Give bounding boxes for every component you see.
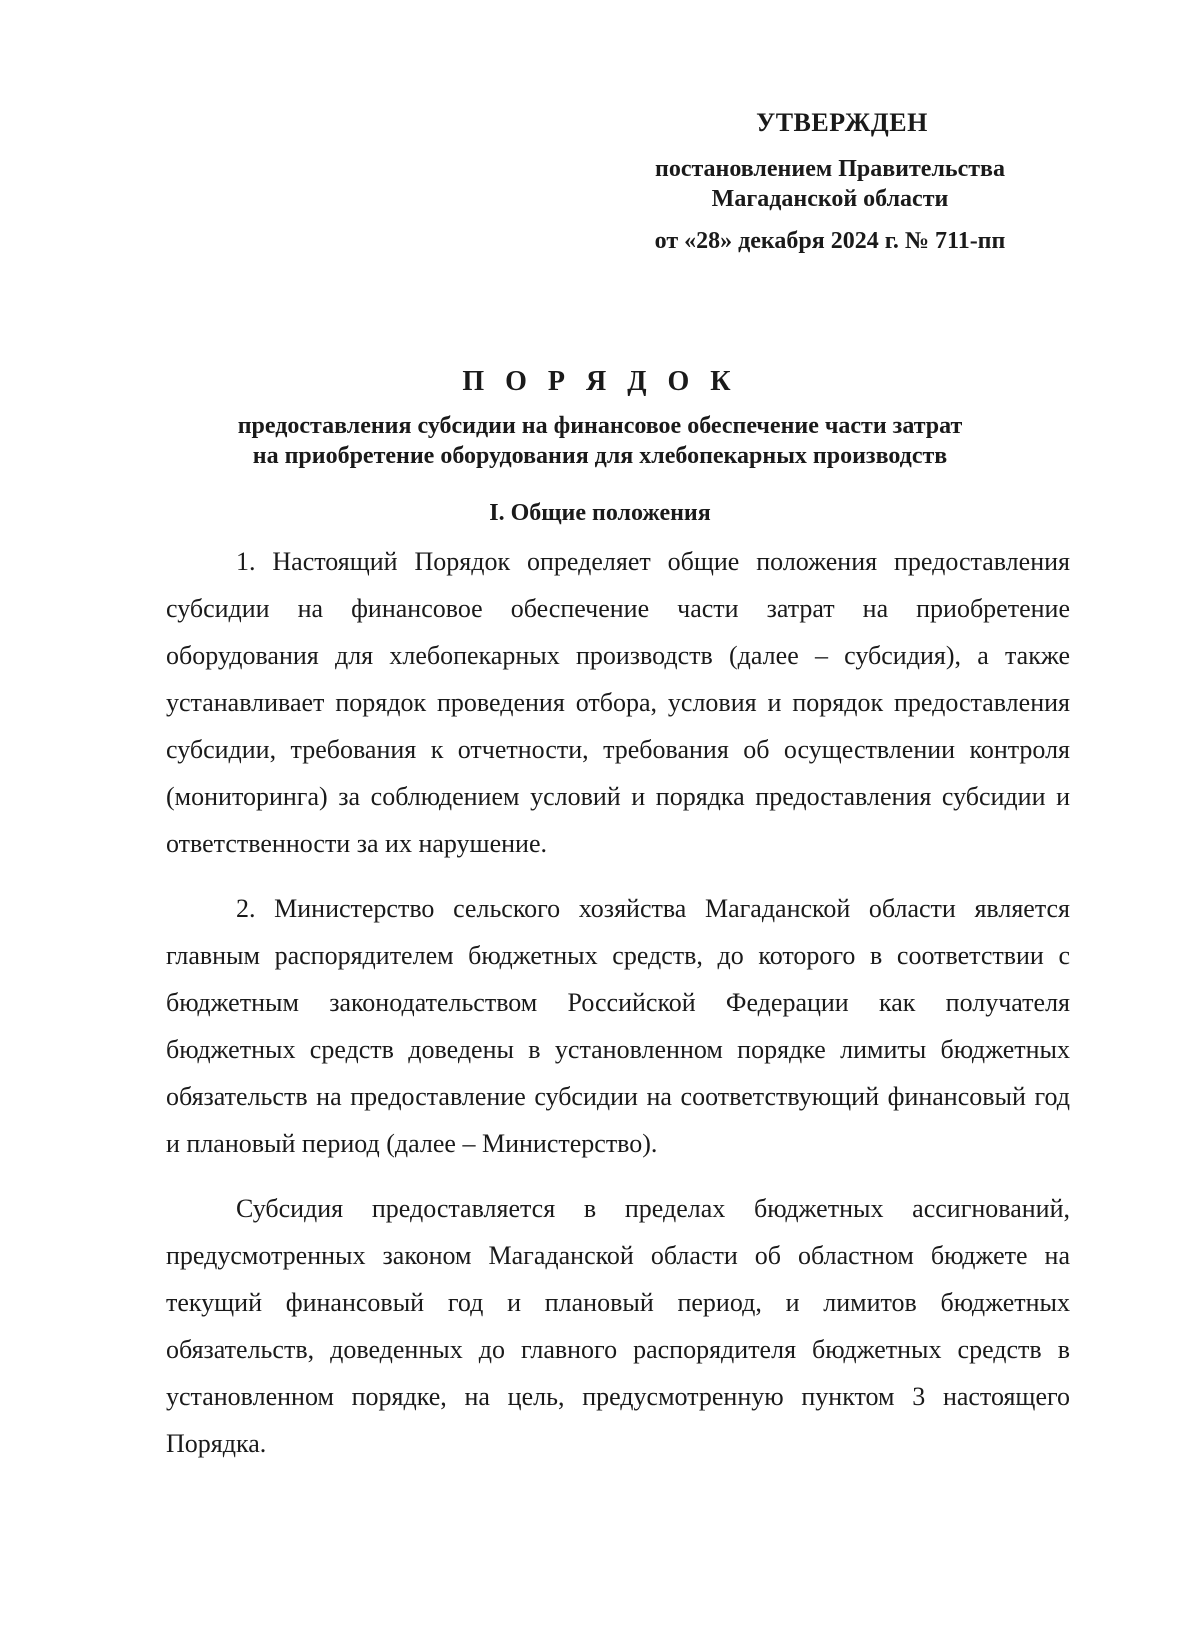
approval-date-number: от «28» декабря 2024 г. № 711-пп: [654, 228, 1006, 254]
section-heading: I. Общие положения: [489, 500, 711, 526]
document-subtitle-line-1: предоставления субсидии на финансовое обеспечение части затрат: [237, 413, 963, 439]
paragraph-3: Субсидия предоставляется в пределах бюджетных ассигнований, предусмотренных законом Магаданской области об областном бюджете на текущий финансовый год и плановый период, и лимитов бюджетных обязательств, доведенных до главного распорядителя бюджетных средств в установленном порядке, на цель, предусмотренную пунктом 3 настоящего Порядка.: [166, 1194, 1070, 1458]
document-subtitle-line-2: на приобретение оборудования для хлебопекарных производств: [252, 443, 948, 469]
document-title: П О Р Я Д О К: [462, 366, 738, 397]
approval-authority-line-1: постановлением Правительства: [654, 156, 1005, 182]
paragraph-1: 1. Настоящий Порядок определяет общие положения предоставления субсидии на финансовое обеспечение части затрат на приобретение оборудования для хлебопекарных производств (далее – субсидия), а также устанавливает порядок проведения отбора, условия и порядок предоставления субсидии, требования к отчетности, требования об осуществлении контроля (мониторинга) за соблюдением условий и порядка предоставления субсидии и ответственности за их нарушение.: [166, 547, 1070, 858]
document-body: [166, 538, 1070, 1467]
document-title-block: [150, 365, 1050, 471]
approval-authority-line-2: Магаданской области: [711, 186, 949, 212]
paragraph-2: 2. Министерство сельского хозяйства Магаданской области является главным распорядителем бюджетных средств, до которого в соответствии с бюджетным законодательством Российской Федерации как получателя бюджетных средств доведены в установленном порядке лимиты бюджетных обязательств на предоставление субсидии на соответствующий финансовый год и плановый период (далее – Министерство).: [166, 894, 1070, 1158]
approved-label: УТВЕРЖДЕН: [756, 108, 928, 137]
approval-block: [610, 108, 1050, 256]
